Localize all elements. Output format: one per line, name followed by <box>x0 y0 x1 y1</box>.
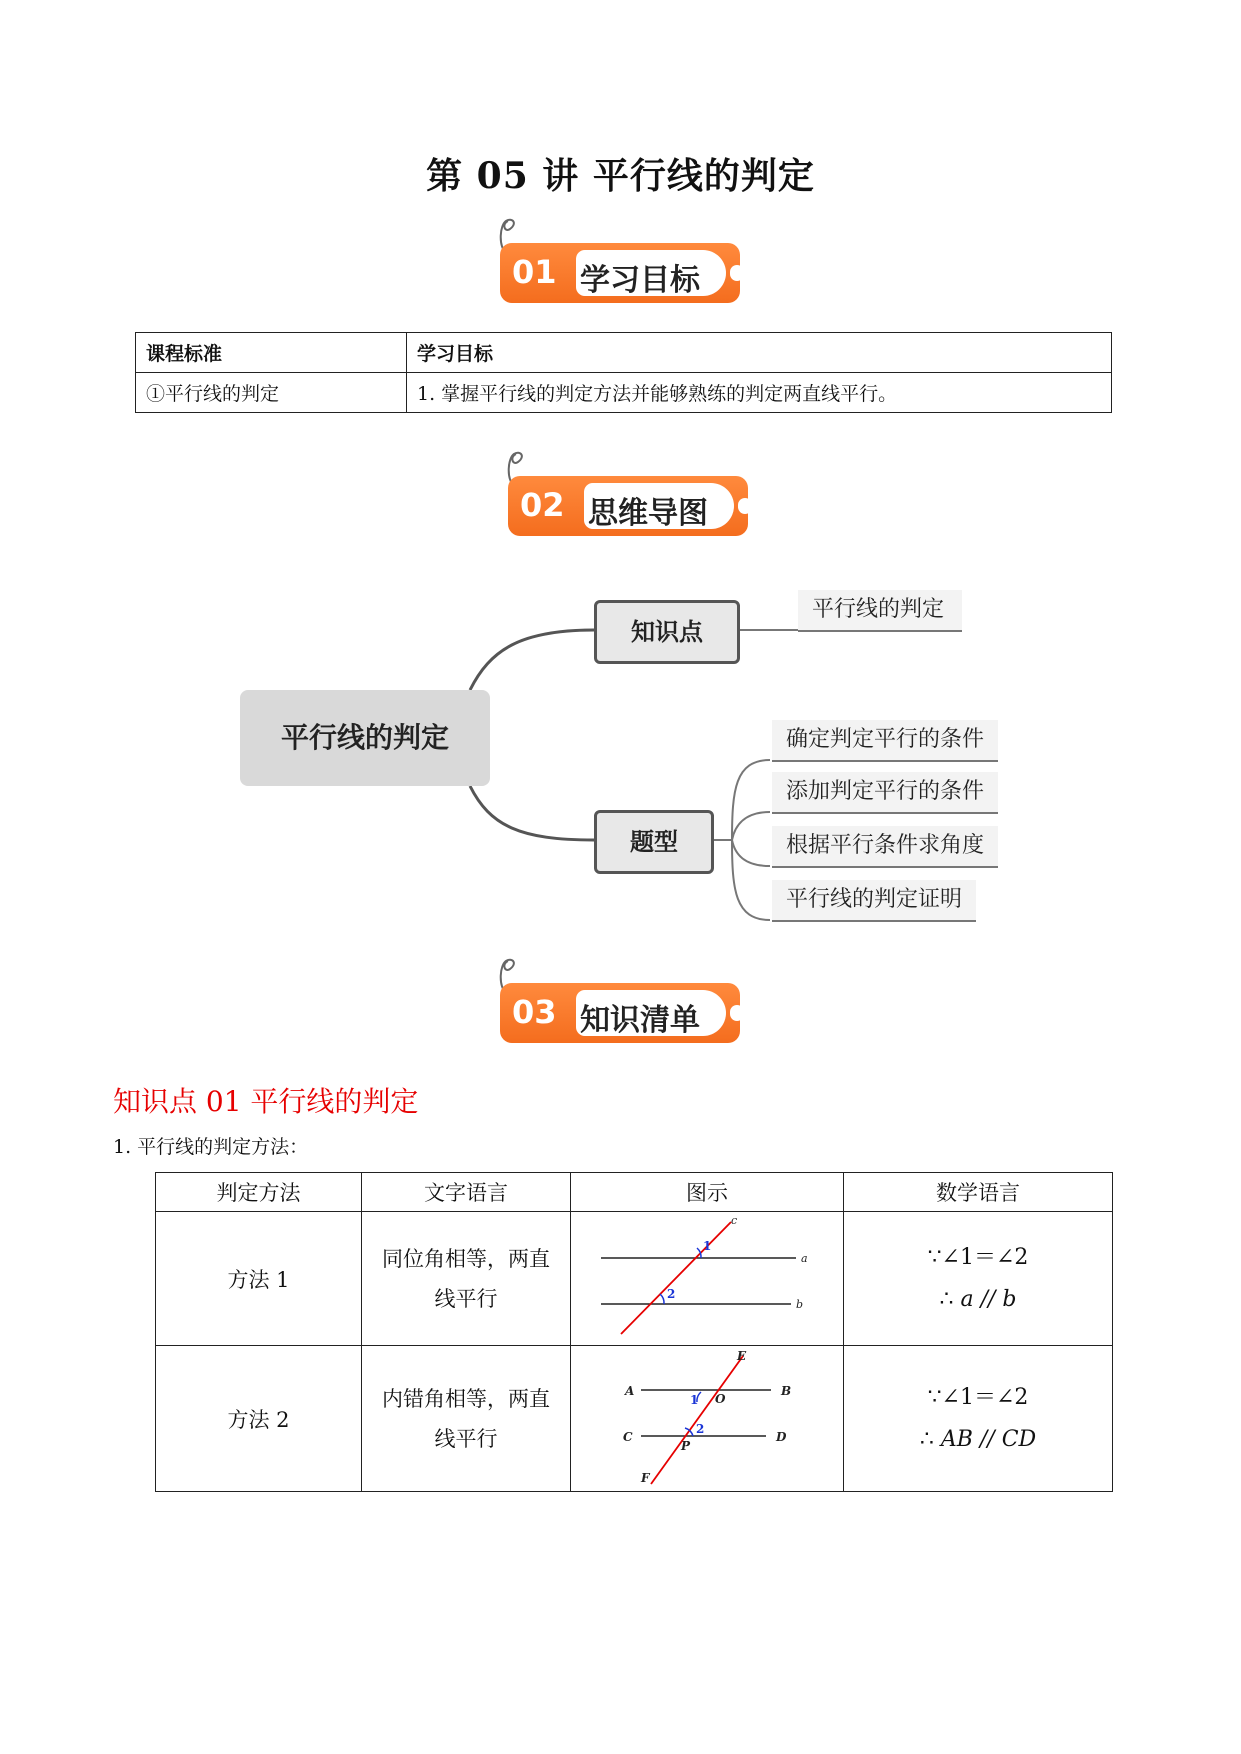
corresponding-angles-figure <box>571 1212 843 1340</box>
fig-label: C <box>623 1430 633 1444</box>
mindmap-branch-knowledge: 知识点 <box>594 600 740 664</box>
math-line-2 <box>844 1419 1112 1461</box>
mindmap-leaf: 根据平行条件求角度 <box>772 826 998 868</box>
mindmap-root: 平行线的判定 <box>240 690 490 786</box>
math-line: ∵∠1＝∠2 <box>927 1244 1029 1270</box>
knowledge-point-title: 知识点 01 平行线的判定 <box>113 1085 419 1118</box>
mindmap-leaf: 确定判定平行的条件 <box>772 720 998 762</box>
method-name: 方法 2 <box>156 1346 362 1492</box>
method-name: 方法 1 <box>156 1212 362 1346</box>
fig-label: 1 <box>703 1239 712 1253</box>
fig-label: 2 <box>667 1287 676 1301</box>
table-header: 判定方法 <box>156 1173 362 1212</box>
mindmap-branch-question-types: 题型 <box>594 810 714 874</box>
section-number: 02 <box>520 486 565 524</box>
table-row <box>156 1212 1113 1346</box>
alternate-angles-figure <box>571 1346 843 1486</box>
math-line: AB // CD <box>940 1426 1037 1452</box>
mindmap-leaf: 平行线的判定证明 <box>772 880 976 922</box>
table-cell: 1. 掌握平行线的判定方法并能够熟练的判定两直线平行。 <box>407 373 1112 413</box>
methods-table <box>155 1172 1113 1492</box>
table-row <box>156 1346 1113 1492</box>
fig-label: 2 <box>696 1422 705 1436</box>
method-text-line: 内错角相等，两直 <box>382 1386 550 1411</box>
fig-label: O <box>715 1392 726 1406</box>
fig-label: B <box>781 1384 792 1398</box>
knowledge-point-subtitle: 1. 平行线的判定方法： <box>113 1136 309 1158</box>
therefore-symbol: ∴ <box>939 1286 954 1312</box>
method-text <box>362 1212 571 1346</box>
method-text-line: 线平行 <box>434 1286 498 1311</box>
math-line: a // b <box>960 1286 1017 1312</box>
table-header: 学习目标 <box>407 333 1112 373</box>
page-title: 第 05 讲 平行线的判定 <box>426 155 815 197</box>
therefore-symbol: ∴ <box>919 1426 934 1452</box>
fig-label: b <box>796 1298 804 1311</box>
fig-label: P <box>681 1439 691 1453</box>
method-math <box>844 1212 1113 1346</box>
method-text-line: 同位角相等，两直 <box>382 1246 550 1271</box>
fig-label: a <box>801 1252 808 1265</box>
table-header: 数学语言 <box>844 1173 1113 1212</box>
section-number: 01 <box>512 253 557 291</box>
table-header: 文字语言 <box>362 1173 571 1212</box>
method-figure <box>571 1346 844 1492</box>
fig-label: A <box>625 1384 635 1398</box>
method-math <box>844 1346 1113 1492</box>
table-header: 课程标准 <box>136 333 407 373</box>
math-line: ∵∠1＝∠2 <box>927 1384 1029 1410</box>
fig-label: 1 <box>690 1393 699 1407</box>
fig-label: c <box>731 1214 738 1227</box>
mindmap-leaf: 平行线的判定 <box>798 590 962 632</box>
method-text-line: 线平行 <box>434 1426 498 1451</box>
mindmap-leaf: 添加判定平行的条件 <box>772 772 998 814</box>
table-cell: ①平行线的判定 <box>136 373 407 413</box>
fig-label: E <box>737 1349 747 1363</box>
fig-label: D <box>776 1430 787 1444</box>
fig-label: F <box>641 1471 650 1485</box>
method-text <box>362 1346 571 1492</box>
math-line-2 <box>844 1279 1112 1321</box>
section-banner-03 <box>500 983 740 1043</box>
method-figure <box>571 1212 844 1346</box>
section-label: 学习目标 <box>580 263 700 298</box>
section-label: 思维导图 <box>588 496 708 531</box>
table-header: 图示 <box>571 1173 844 1212</box>
section-number: 03 <box>512 993 557 1031</box>
section-label: 知识清单 <box>580 1003 700 1038</box>
